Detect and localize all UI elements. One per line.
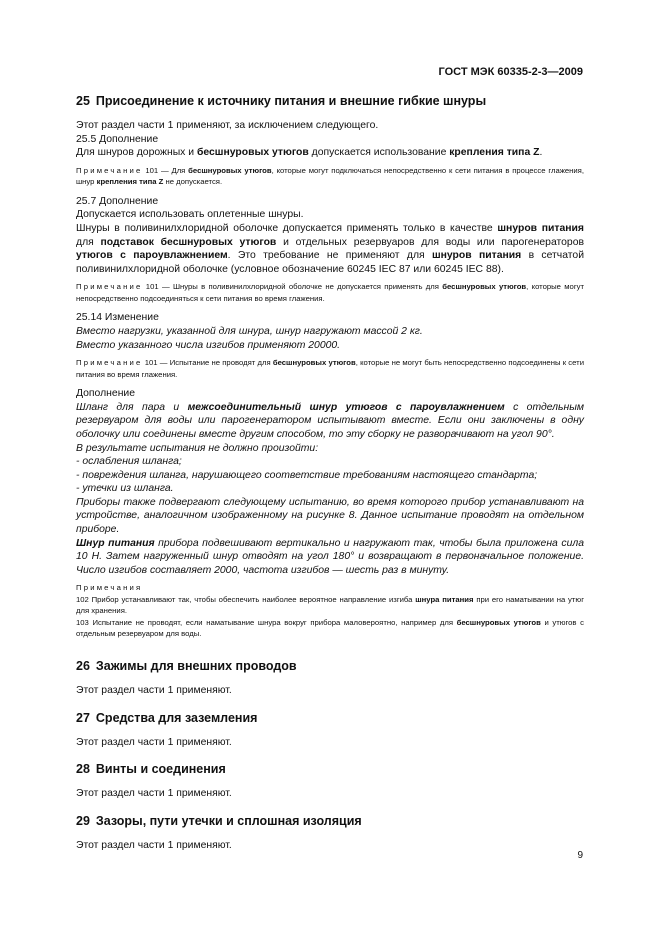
section-25-title: 25 Присоединение к источнику питания и внешние гибкие шнуры <box>76 94 487 108</box>
section-28-text: Этот раздел части 1 применяют. <box>76 788 232 800</box>
addition-title: Дополнение <box>76 388 136 400</box>
standard-header: ГОСТ МЭК 60335-2-3—2009 <box>438 66 583 78</box>
addition-list-item-3: - утечки из шланга. <box>76 483 174 495</box>
addition-text-3: Приборы также подвергают следующему испытанию, во время которого прибор устанавливают на устройстве, аналогичном изображенному на рисунке 8. Данное испытание проводят на отдельном приборе. <box>76 496 584 536</box>
section-27-title: 27 Средства для заземления <box>76 710 258 725</box>
section-25-intro: Этот раздел части 1 применяют, за исключением следующего. <box>76 120 379 131</box>
clause-25-14-text-1: Вместо нагрузки, указанной для шнура, шнур нагружают массой 2 кг. <box>76 325 423 337</box>
clause-25-7-title: 25.7 Дополнение <box>76 195 159 207</box>
section-26-text: Этот раздел части 1 применяют. <box>76 684 232 696</box>
note-25-14: Примечание 101 — Испытание не проводят для бесшнуровых утюгов, которые не могут быть непосредственно подсоединены к сети питания во время глажения. <box>76 358 584 379</box>
note-25-7: Примечание 101 — Шнуры в поливинилхлоридной оболочке не допускается применять для бесшнуровых утюгов, которые могут непосредственно подсоединяться к сети питания во время глажения. <box>76 282 584 303</box>
section-28-title: 28 Винты и соединения <box>76 762 226 777</box>
clause-25-5-title: 25.5 Дополнение <box>76 133 159 145</box>
note-25-5: Примечание 101 — Для бесшнуровых утюгов, которые могут подключаться непосредственно к сети питания в процессе глажения, шнур крепления типа Z не допускается. <box>76 165 584 187</box>
addition-list-item-2: - повреждения шланга, нарушающего соответствие требованиям настоящего стандарта; <box>76 469 538 481</box>
section-26-title: 26 Зажимы для внешних проводов <box>76 658 297 673</box>
addition-text-4: Шнур питания прибора подвешивают вертикально и нагружают так, чтобы была приложена сила 10 Н. Затем нагруженный шнур отводят на угол 180° и возвращают в первоначальное положение. Число изгибов составляет 2000, частота изгибов — шесть раз в минуту. <box>76 537 584 576</box>
page-number: 9 <box>577 850 583 861</box>
section-29-text: Этот раздел части 1 применяют. <box>76 839 232 851</box>
clause-25-7-text-1: Допускается использовать оплетенные шнуры. <box>76 209 304 221</box>
note-103: 103 Испытание не проводят, если наматывание шнура вокруг прибора маловероятно, например для бесшнуровых утюгов и утюгов с отдельным резервуаром для воды. <box>76 617 584 639</box>
clause-25-14-text-2: Вместо указанного числа изгибов применяют 20000. <box>76 339 341 351</box>
section-29-title: 29 Зазоры, пути утечки и сплошная изоляция <box>76 813 362 828</box>
clause-25-14-title: 25.14 Изменение <box>76 312 159 324</box>
addition-text-1: Шланг для пара и межсоединительный шнур утюгов с пароувлажнением с отдельным резервуаром для воды или парогенератором испытывают вместе. Если они заключены в одну оболочку или соединены вместе другим способом, то эту сборку не разворачивают на угол 90°. <box>76 401 584 440</box>
note-102: 102 Прибор устанавливают так, чтобы обеспечить наиболее вероятное направление изгиба шнура питания при его наматывании на утюг для хранения. <box>76 594 584 616</box>
clause-25-5-text: Для шнуров дорожных и бесшнуровых утюгов допускается использование крепления типа Z. <box>76 147 543 159</box>
addition-text-2: В результате испытания не должно произойти: <box>76 442 319 454</box>
addition-list-item-1: - ослабления шланга; <box>76 456 182 468</box>
page-content <box>76 94 584 852</box>
notes-label: Примечания <box>76 583 143 593</box>
clause-25-7-text-2: Шнуры в поливинилхлоридной оболочке допускается применять только в качестве шнуров питания для подставок бесшнуровых утюгов и отдельных резервуаров для воды или парогенераторов утюгов с пароувлажнением. Это требование не применяют для шнуров питания в сетчатой поливинилхлоридной оболочке (условное обозначение 60245 IEC 87 или 60245 IEC 88). <box>76 222 584 275</box>
section-27-text: Этот раздел части 1 применяют. <box>76 736 232 748</box>
